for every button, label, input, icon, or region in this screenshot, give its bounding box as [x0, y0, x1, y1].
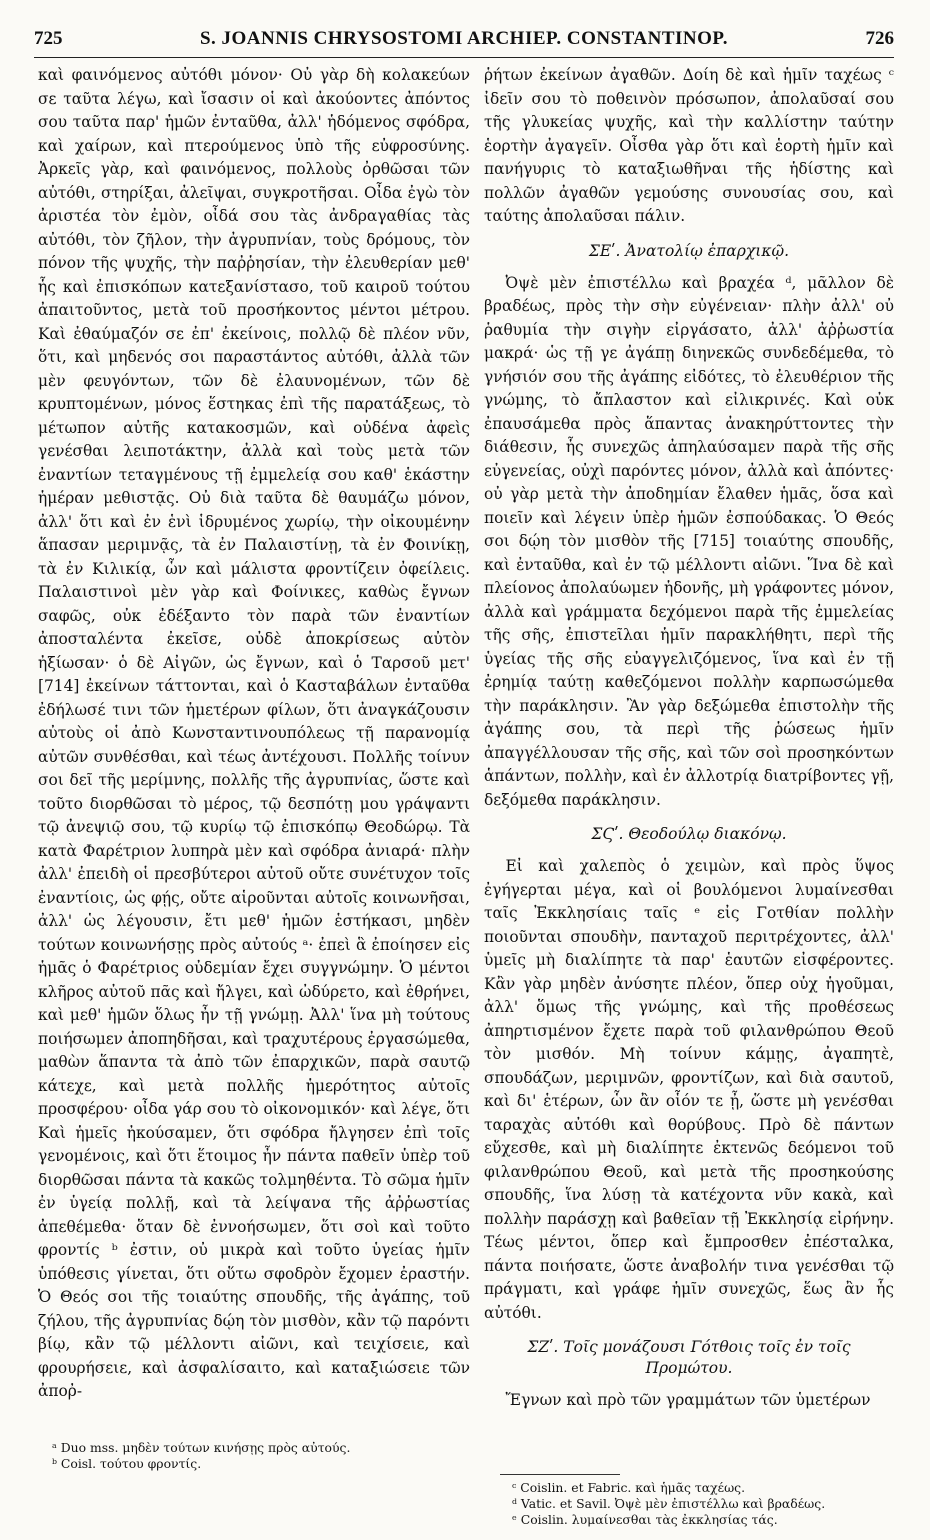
footnote-c: ᶜ Coislin. et Fabric. καὶ ἡμᾶς ταχέως.	[512, 1480, 746, 1495]
letter-heading-206: ΣϚʹ. Θεοδούλῳ διακόνῳ.	[591, 825, 787, 843]
left-column	[38, 64, 470, 1434]
footnote-b: ᵇ Coisl. τούτου φροντίς.	[52, 1456, 202, 1471]
footnote-rule	[500, 1474, 620, 1475]
letter-text-207: Ἔγνων καὶ πρὸ τῶν γραμμάτων τῶν ὑμετέρων	[505, 1391, 871, 1409]
footnote-d: ᵈ Vatic. et Savil. Ὀψὲ μὲν ἐπιστέλλω καὶ βραδέως.	[512, 1496, 826, 1511]
letter-heading-205: ΣΕʹ. Ἀνατολίῳ ἐπαρχικῷ.	[588, 241, 790, 260]
right-column	[484, 64, 894, 1484]
left-column-text: καὶ φαινόμενος αὐτόθι μόνον· Οὐ γὰρ δὴ κολακεύων σε ταῦτα λέγω, καὶ ἴσασιν οἱ καὶ ἀκούοντες ἀπόντος σου ταῦτα παρ' ἡμῶν ἐνταῦθα, ἀλλ' ἡδόμενος σφόδρα, καὶ χαίρων, καὶ πτερούμενος ὑπὸ τῆς εὐφροσύνης. Ἀρκεῖς γὰρ, καὶ φαινόμενος, πολλοὺς ὀρθῶσαι τῶν αὐτόθι, στηρίξαι, ἀλεῖψαι, συγκροτῆσαι. Οἶδα ἐγὼ τὸν ἀριστέα τὸν ἐμὸν, οἶδά σου τὰς ἀνδραγαθίας τὰς αὐτόθι, τὸν ζῆλον, τὴν ἀγρυπνίαν, τοὺς δρόμους, τὸν πόνον τῆς ψυχῆς, τὴν παῤῥησίαν, τὴν ἐλευθερίαν μεθ' ἧς καὶ ἐπισκόπων κατεξανίστασο, τοῦ καιροῦ τούτου ἀπαιτοῦντος, μετὰ τοῦ προσήκοντος μέντοι μέτρου. Καὶ ἐθαύμαζόν σε ἐπ' ἐκείνοις, πολλῷ δὲ πλέον νῦν, ὅτι, καὶ μηδενός σοι παραστάντος αὐτόθι, ἀλλὰ τῶν μὲν φευγόντων, τῶν δὲ ἐλαυνομένων, τῶν δὲ κρυπτομένων, μόνος ἕστηκας ἐπὶ τῆς παρατάξεως, τὸ μέτωπον αὐτῆς κατακοσμῶν, καὶ οὐδένα ἀφεὶς γενέσθαι λειποτάκτην, ἀλλὰ καὶ τοὺς μετὰ τῶν ἐναντίων τεταγμένους τῇ ἐμμελείᾳ σου καθ' ἑκάστην ἡμέραν μεθιστᾷς. Οὐ διὰ ταῦτα δὲ θαυμάζω μόνον, ἀλλ' ὅτι καὶ ἐν ἑνὶ ἱδρυμένος χωρίῳ, τὴν οἰκουμένην ἅπασαν μεριμνᾷς, τὰ ἐν Παλαιστίνῃ, τὰ ἐν Φοινίκῃ, τὰ ἐν Κιλικίᾳ, ὧν καὶ μάλιστα φροντίζειν ὀφείλεις. Παλαιστινοὶ μὲν γὰρ καὶ Φοίνικες, καθὼς ἔγνων σαφῶς, οὐκ ἐδέξαντο τὸν παρὰ τῶν ἐναντίων ἀποσταλέντα ἐκεῖσε, οὐδὲ ἀποκρίσεως αὐτὸν ἠξίωσαν· ὁ δὲ Αἰγῶν, ὡς ἔγνων, καὶ ὁ Ταρσοῦ μετ' [714] ἐκείνων τάττονται, καὶ ὁ Κασταβάλων ἐνταῦθα ἐδήλωσέ τινι τῶν ἡμετέρων φίλων, ὅτι ἀναγκάζουσιν αὐτοὺς οἱ ἀπὸ Κωνσταντινουπόλεως τῇ παρανομίᾳ αὐτῶν συνθέσθαι, καὶ τέως ἀντέχουσι. Πολλῆς τοίνυν σοι δεῖ τῆς μερίμνης, πολλῆς τῆς ἀγρυπνίας, ὥστε καὶ τοῦτο διορθῶσαι τὸ μέρος, τῷ δεσπότῃ μου γράψαντι τῷ ἀνεψιῷ σου, τῷ κυρίῳ τῷ ἐπισκόπῳ Θεοδώρῳ. Τὰ κατὰ Φαρέτριον λυπηρὰ μὲν καὶ σφόδρα ἀνιαρά· πλὴν ἀλλ' ἐπειδὴ οἱ πρεσβύτεροι αὐτοῦ οὔτε συνέτυχον τοῖς ἐναντίοις, ὡς φῄς, οὔτε αἱροῦνται αὐτοῖς κοινωνῆσαι, ἀλλ' ὡς λέγουσιν, ἔτι μεθ' ἡμῶν ἑστήκασι, μηδὲν τούτων κοινωνήσῃς πρὸς αὐτούς ᵃ· ἐπεὶ ἃ ἐποίησεν εἰς ἡμᾶς ὁ Φαρέτριος οὐδεμίαν ἔχει συγγνώμην. Ὁ μέντοι κλῆρος αὐτοῦ πᾶς καὶ ἤλγει, καὶ ὠδύρετο, καὶ ἐθρήνει, καὶ μεθ' ἡμῶν ὅλως ἦν τῇ γνώμῃ. Ἀλλ' ἵνα μὴ τούτους ποιήσωμεν ἀποπηδῆσαι, καὶ τραχυτέρους ἐργασώμεθα, μαθὼν ἅπαντα τὰ ἀπὸ τῶν ἐπαρχικῶν, παρὰ σαυτῷ κάτεχε, καὶ μετὰ πολλῆς ἡμερότητος αὐτοῖς προσφέρου· οἶδα γάρ σου τὸ οἰκονομικόν· καὶ λέγε, ὅτι Καὶ ἡμεῖς ἠκούσαμεν, ὅτι σφόδρα ἤλγησεν ἐπὶ τοῖς γενομένοις, καὶ ὅτι ἕτοιμος ἦν πάντα παθεῖν ὑπὲρ τοῦ διορθῶσαι πάντα τὰ κακῶς τολμηθέντα. Τὸ σῶμα ἡμῖν ἐν ὑγείᾳ πολλῇ, καὶ τὰ λείψανα τῆς ἀῤῥωστίας ἀπεθέμεθα· ὅταν δὲ ἐννοήσωμεν, ὅτι σοὶ καὶ τοῦτο φροντίς ᵇ ἐστιν, οὐ μικρὰ καὶ τοῦτο ὑγείας ἡμῖν ὑπόθεσις γίνεται, ὅτι οὕτω σφοδρὸν ἔχομεν ἐραστήν. Ὁ Θεός σοι τῆς τοιαύτης σπουδῆς, τῆς ἀγάπης, τοῦ ζήλου, τῆς ἀγρυπνίας δῴη τὸν μισθὸν, κἂν τῷ παρόντι βίῳ, κἂν τῷ μέλλοντι αἰῶνι, καὶ τειχίσειε, καὶ φρουρήσειε, καὶ ἀσφαλίσαιτο, καὶ καταξιώσειε τῶν ἀποῤ-	[38, 66, 470, 1400]
footnotes-right	[512, 1480, 902, 1528]
letter-text-206: Εἰ καὶ χαλεπὸς ὁ χειμὼν, καὶ πρὸς ὕψος ἐγήγερται μέγα, καὶ οἱ βουλόμενοι λυμαίνεσθαι ταῖς Ἐκκλησίαις ταῖς ᵉ εἰς Γοτθίαν πολλὴν ποιοῦνται σπουδὴν, πανταχοῦ περιτρέχοντες, ἀλλ' ὑμεῖς μὴ διαλίπητε τὰ παρ' ἑαυτῶν εἰσφέροντες. Κἂν γὰρ μηδὲν ἀνύσητε πλέον, ὅπερ οὐχ ἡγοῦμαι, ἀλλ' ὅμως τῆς γνώμης, καὶ τῆς προθέσεως ἀπηρτισμένον ἔχετε παρὰ τοῦ φιλανθρώπου Θεοῦ τὸν μισθόν. Μὴ τοίνυν κάμῃς, ἀγαπητὲ, σπουδάζων, μεριμνῶν, φροντίζων, καὶ διὰ σαυτοῦ, καὶ δι' ἑτέρων, ὧν ἂν οἷόν τε ᾖ, ὥστε μὴ γενέσθαι ταραχὰς αὐτόθι καὶ θορύβους. Πρὸ δὲ πάντων εὔχεσθε, καὶ μὴ διαλίπητε ἐκτενῶς δεόμενοι τοῦ φιλανθρώπου Θεοῦ, καὶ μετὰ τῆς προσηκούσης σπουδῆς, ἵνα λύσῃ τὰ κατέχοντα νῦν κακὰ, καὶ πολλὴν παράσχῃ καὶ βαθεῖαν τῇ Ἐκκλησίᾳ εἰρήνην. Τέως μέντοι, ὅπερ καὶ ἔμπροσθεν ἐπέσταλκα, πάντα ποιήσατε, ὥστε ἀναβολήν τινα γενέσθαι τῷ πράγματι, καὶ γράφε ἡμῖν συνεχῶς, ἕως ἂν ἧς αὐτόθι.	[484, 857, 894, 1322]
footnote-a: ᵃ Duo mss. μηδὲν τούτων κινήσῃς πρὸς αὐτούς.	[52, 1440, 351, 1455]
header-rule	[34, 57, 894, 58]
running-title: S. JOANNIS CHRYSOSTOMI ARCHIEP. CONSTANTINOP.	[199, 28, 729, 49]
right-column-continuation: ῥήτων ἐκείνων ἀγαθῶν. Δοίη δὲ καὶ ἡμῖν ταχέως ᶜ ἰδεῖν σου τὸ ποθεινὸν πρόσωπον, ἀπολαῦσαί σου τῆς γλυκείας ψυχῆς, καὶ τὴν καλλίστην ταύτην ἑορτὴν ἀγαγεῖν. Οἶσθα γὰρ ὅτι καὶ ἑορτὴ ἡμῖν καὶ πανήγυρις τὸ καταξιωθῆναι τῆς ἡδίστης καὶ πολλῶν ἀγαθῶν γεμούσης συνουσίας σου, καὶ ταύτης ἀπολαῦσαι πάλιν.	[484, 66, 894, 225]
page-header	[34, 28, 894, 54]
footnotes-left	[52, 1440, 482, 1472]
page-number-right: 726	[865, 28, 894, 49]
footnote-e: ᵉ Coislin. λυμαίνεσθαι τὰς ἐκκλησίας τάς.	[512, 1512, 778, 1527]
page-number-left: 725	[34, 28, 63, 49]
letter-heading-207: ΣΖʹ. Τοῖς μονάζουσι Γότθοις τοῖς ἐν τοῖς Προμώτου.	[527, 1338, 851, 1377]
letter-text-205: Ὀψὲ μὲν ἐπιστέλλω καὶ βραχέα ᵈ, μᾶλλον δὲ βραδέως, πρὸς τὴν σὴν εὐγένειαν· πλὴν ἀλλ' οὐ ῥαθυμία τὴν σιγὴν εἰργάσατο, ἀλλ' ἀῤῥωστία μακρά· ὡς τῇ γε ἀγάπῃ διηνεκῶς συνδεδέμεθα, τὸ γνήσιόν σου τῆς ἀγάπης εἰδότες, τὸ ἐλευθέριον τῆς γνώμης, τὸ ἄπλαστον καὶ εἰλικρινές. Καὶ οὐκ ἐπαυσάμεθα πρὸς ἅπαντας ἀνακηρύττοντες τὴν διάθεσιν, ἧς συνεχῶς ἀπηλαύσαμεν παρὰ τῆς σῆς εὐγενείας, οὐχὶ παρόντες μόνον, ἀλλὰ καὶ ἀπόντες· οὐ γὰρ μετὰ τὴν ἀποδημίαν ἔλαθεν ἡμᾶς, ὅσα καὶ ποιεῖν καὶ λέγειν ὑπὲρ ἡμῶν ἐσπούδακας. Ὁ Θεός σοι δῴη τὸν μισθὸν τῆς [715] τοιαύτης σπουδῆς, καὶ ἐνταῦθα, καὶ ἐν τῷ μέλλοντι αἰῶνι. Ἵνα δὲ καὶ πλείονος ἀπολαύωμεν ἡδονῆς, μὴ γράφοντες μόνον, ἀλλὰ καὶ γράμματα δεχόμενοι παρὰ τῆς ἐμμελείας τῆς σῆς, ἐπιστεῖλαι ἡμῖν παρακλήθητι, περὶ τῆς ὑγείας τῆς σῆς εὐαγγελιζόμενος, ἵνα καὶ ἐν τῇ ἐρημίᾳ ταύτῃ καθεζόμενοι πολλὴν καρπωσώμεθα τὴν παράκλησιν. Ἂν γὰρ δεξώμεθα ἐπιστολὴν τῆς ἀγάπης σου, τὰ περὶ τῆς ῥώσεως ἡμῖν ἀπαγγέλλουσαν τῆς σῆς, καὶ τῶν σοὶ προσηκόντων ἁπάντων, πολλὴν, καὶ ἐν ἀλλοτρίᾳ διατρίβοντες γῇ, δεξόμεθα παράκλησιν.	[484, 273, 894, 809]
